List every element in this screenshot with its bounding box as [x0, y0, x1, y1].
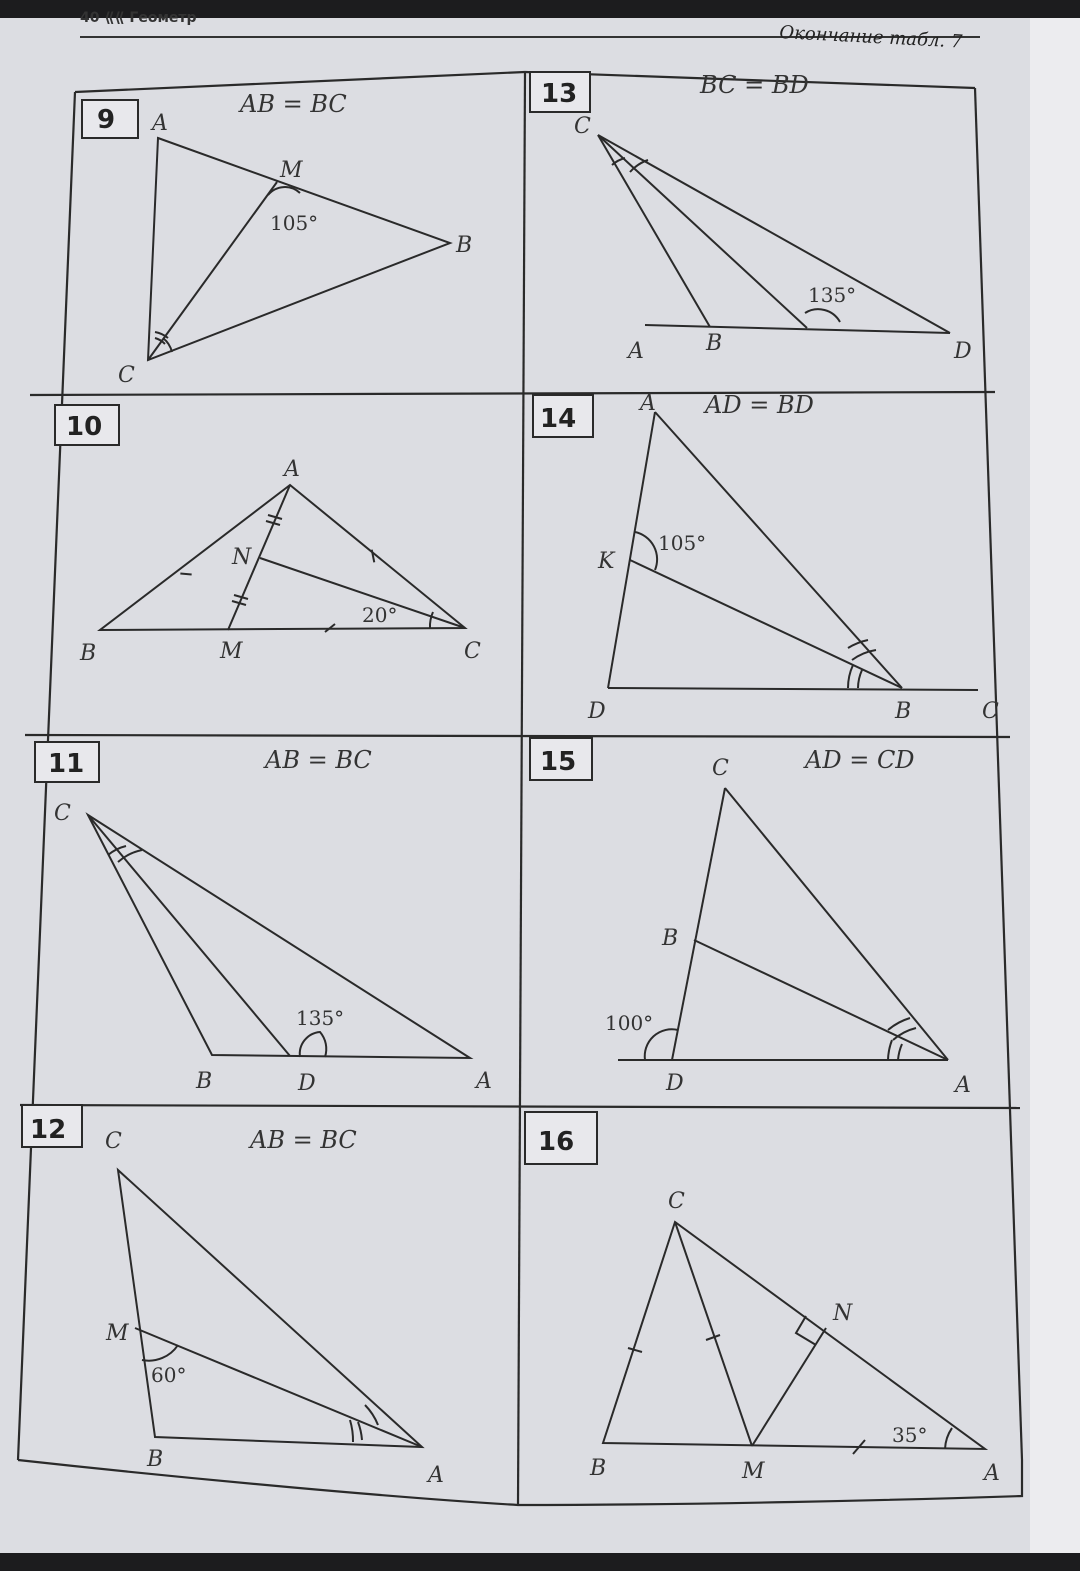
triangle-figure — [618, 788, 948, 1060]
problem-number: 12 — [30, 1115, 67, 1145]
vertex-label-m: M — [106, 1321, 129, 1346]
vertex-label-d: D — [666, 1071, 684, 1096]
angle-label: 60° — [151, 1363, 187, 1387]
angle-label: 135° — [296, 1006, 345, 1030]
problem-14 — [533, 391, 999, 724]
vertex-label-m: M — [280, 158, 303, 183]
vertex-label-k: K — [598, 549, 615, 574]
problem-number: 16 — [538, 1127, 575, 1157]
vertex-label-c: C — [574, 114, 591, 139]
vertex-label-a: A — [984, 1461, 1000, 1486]
problem-condition: AB = BC — [250, 1126, 357, 1154]
problem-condition: AB = BC — [240, 90, 347, 118]
angle-label: 35° — [892, 1423, 928, 1447]
vertex-label-b: B — [456, 233, 473, 258]
vertex-label-b: B — [147, 1447, 164, 1472]
problem-number: 15 — [540, 747, 577, 777]
vertex-label-a: A — [284, 457, 300, 482]
vertex-label-b: B — [80, 641, 97, 666]
problem-number: 14 — [540, 404, 577, 434]
vertex-label-b: B — [196, 1069, 213, 1094]
problem-9 — [82, 90, 472, 388]
triangle-figure — [603, 1222, 985, 1454]
vertex-label-a: A — [640, 391, 656, 416]
problem-13 — [530, 71, 972, 364]
vertex-label-b: B — [662, 926, 679, 951]
vertex-label-c: C — [982, 699, 999, 724]
table-grid — [18, 72, 1022, 1505]
triangle-figure — [88, 815, 470, 1058]
problem-15 — [530, 738, 971, 1098]
table-continuation-caption: Окончание табл. 7 — [778, 22, 963, 53]
vertex-label-a: A — [428, 1463, 444, 1488]
vertex-label-c: C — [712, 756, 729, 781]
problem-condition: AD = BD — [705, 391, 814, 419]
vertex-label-b: B — [895, 699, 912, 724]
angle-label: 100° — [605, 1011, 654, 1035]
vertex-label-a: A — [628, 339, 644, 364]
angle-label: 20° — [362, 603, 398, 627]
vertex-label-a: A — [955, 1073, 971, 1098]
vertex-label-c: C — [54, 801, 71, 826]
vertex-label-n: N — [232, 545, 252, 570]
triangle-figure — [100, 485, 465, 632]
problem-condition: AB = BC — [265, 746, 372, 774]
vertex-label-d: D — [954, 339, 972, 364]
header-left-text: 40 ⟪⟪ Геометр — [80, 10, 197, 26]
problem-number: 11 — [48, 749, 85, 779]
vertex-label-d: D — [298, 1071, 316, 1096]
angle-label: 105° — [270, 211, 319, 235]
vertex-label-b: B — [706, 331, 723, 356]
vertex-label-n: N — [833, 1301, 853, 1326]
problem-10 — [55, 405, 481, 666]
problem-condition: BC = BD — [700, 71, 809, 99]
problem-condition: AD = CD — [805, 746, 915, 774]
triangle-figure — [118, 1170, 422, 1447]
triangle-figure — [598, 135, 950, 333]
vertex-label-b: B — [590, 1456, 607, 1481]
vertex-label-m: M — [220, 639, 243, 664]
problem-16 — [525, 1112, 1000, 1486]
vertex-label-c: C — [118, 363, 135, 388]
problem-12 — [22, 1105, 444, 1488]
vertex-label-m: M — [742, 1459, 765, 1484]
problem-number: 10 — [66, 412, 103, 442]
vertex-label-c: C — [105, 1129, 122, 1154]
problem-number: 13 — [541, 79, 578, 109]
angle-label: 105° — [658, 531, 707, 555]
vertex-label-a: A — [476, 1069, 492, 1094]
vertex-label-d: D — [588, 699, 606, 724]
vertex-label-a: A — [152, 111, 168, 136]
vertex-label-c: C — [464, 639, 481, 664]
problem-number: 9 — [97, 105, 116, 135]
angle-label: 135° — [808, 283, 857, 307]
problem-11 — [35, 742, 492, 1096]
vertex-label-c: C — [668, 1189, 685, 1214]
